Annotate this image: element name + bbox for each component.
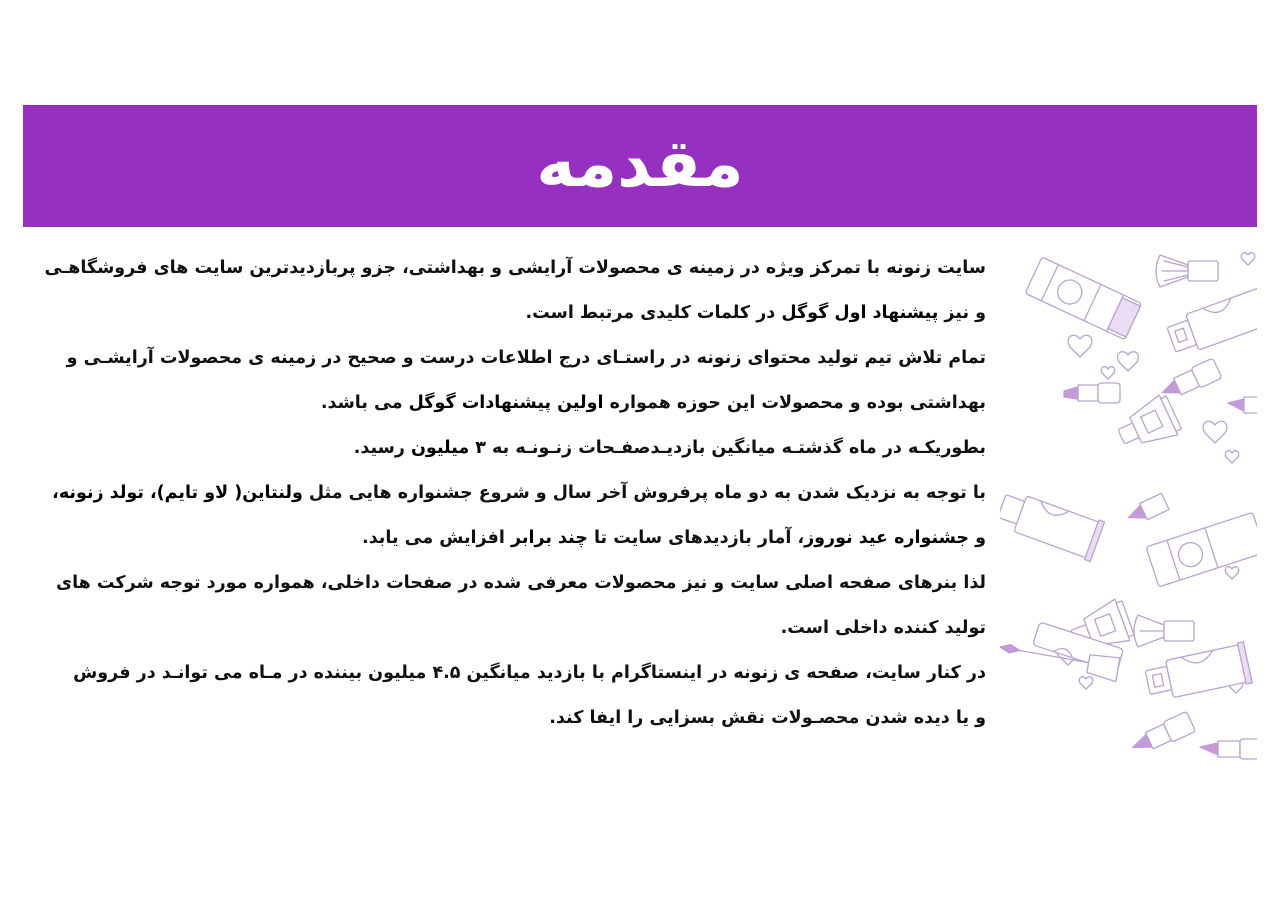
paragraph [36,336,986,426]
lipstick-icon [1125,493,1169,526]
text-segment: و یا دیده شدن محصـولات نقش بسزایی را ایفا کند. [549,708,986,728]
lipstick-icon [1158,358,1222,403]
text-segment: رسید. [353,438,411,458]
text-segment: می باشد. [320,393,409,413]
text-segment: و [969,528,986,548]
makeup-brush-icon [1134,615,1194,647]
text-segment: در کنار سایت، صفحه ی زنونه در اینستاگرام با بازدید میانگین ۴.۵ میلیون بیننده در مـاه می توانـد در فروش [73,663,986,683]
text-segment: و نیز [938,303,986,323]
paragraph [36,426,986,471]
text-segment: تولید کننده داخلی است. [780,618,986,638]
paragraph [36,471,986,561]
text-line [36,516,986,561]
text-segment: سایت زنونه با تمرکز ویژه در زمینه ی محصولات آرایشی و بهداشتی، جزو پربازدیدترین سایت های فروشگاهـی [44,258,986,278]
intro-text-body [36,246,986,741]
cosmetic-tube-icon [1025,257,1142,340]
text-line [36,336,986,381]
text-line [36,381,986,426]
text-segment: افزایش می یابد. [362,528,511,548]
text-line [36,561,986,606]
text-line [36,696,986,741]
title-banner [23,105,1257,227]
lipstick-icon [1200,739,1257,759]
text-segment: تمام تلاش تیم تولید محتوای زنونه در راستـای درج اطلاعات درست و صحیح در زمینه ی محصولات آرایشـی و [66,348,986,368]
highlighted-phrase: ولنتاین( لاو تایم)، تولد زنونه، [52,483,303,503]
highlighted-phrase: پیشنهاد اول گوگل [781,303,939,323]
highlighted-phrase: اولین پیشنهادات گوگل [408,393,604,413]
highlighted-phrase: ۳ میلیون [411,438,486,458]
text-segment: بطوریکـه در ماه گذشتـه میانگین بازدیـدصفـحات زنـونـه به [485,438,986,458]
text-segment: در کلمات کلیدی مرتبط است. [525,303,782,323]
cosmetic-tube-icon [1144,642,1253,704]
cosmetic-tube-icon [1146,512,1257,587]
perfume-bottle-icon [1112,392,1183,456]
makeup-brush-icon [1156,255,1218,287]
lipstick-icon [1128,711,1195,758]
text-segment: لذا بنرهای صفحه اصلی سایت و نیز محصولات معرفی شده در صفحات داخلی، همواره مورد توجه شرکت های [56,573,986,593]
paragraph [36,651,986,741]
text-line [36,606,986,651]
text-line [36,471,986,516]
lipstick-icon [1228,397,1257,413]
highlighted-phrase: جشنواره عید نوروز [804,528,970,548]
cosmetic-tube-icon [1000,487,1105,561]
text-segment: با توجه به نزدیک شدن به دو ماه پرفروش آخر سال و شروع جشنواره هایی مثل [302,483,986,503]
lipstick-icon [1064,383,1120,403]
slide-title: مقدمه [536,125,744,202]
text-segment: ، آمار بازدیدهای سایت تا [587,528,805,548]
text-line [36,651,986,696]
text-segment: بهداشتی بوده و محصولات این حوزه همواره [603,393,986,413]
paragraph [36,561,986,651]
text-line [36,246,986,291]
text-line [36,291,986,336]
text-line [36,426,986,471]
highlighted-phrase: چند برابر [511,528,588,548]
paragraph [36,246,986,336]
cosmetics-pattern [1000,227,1257,767]
cosmetic-tube-icon [1165,287,1257,358]
